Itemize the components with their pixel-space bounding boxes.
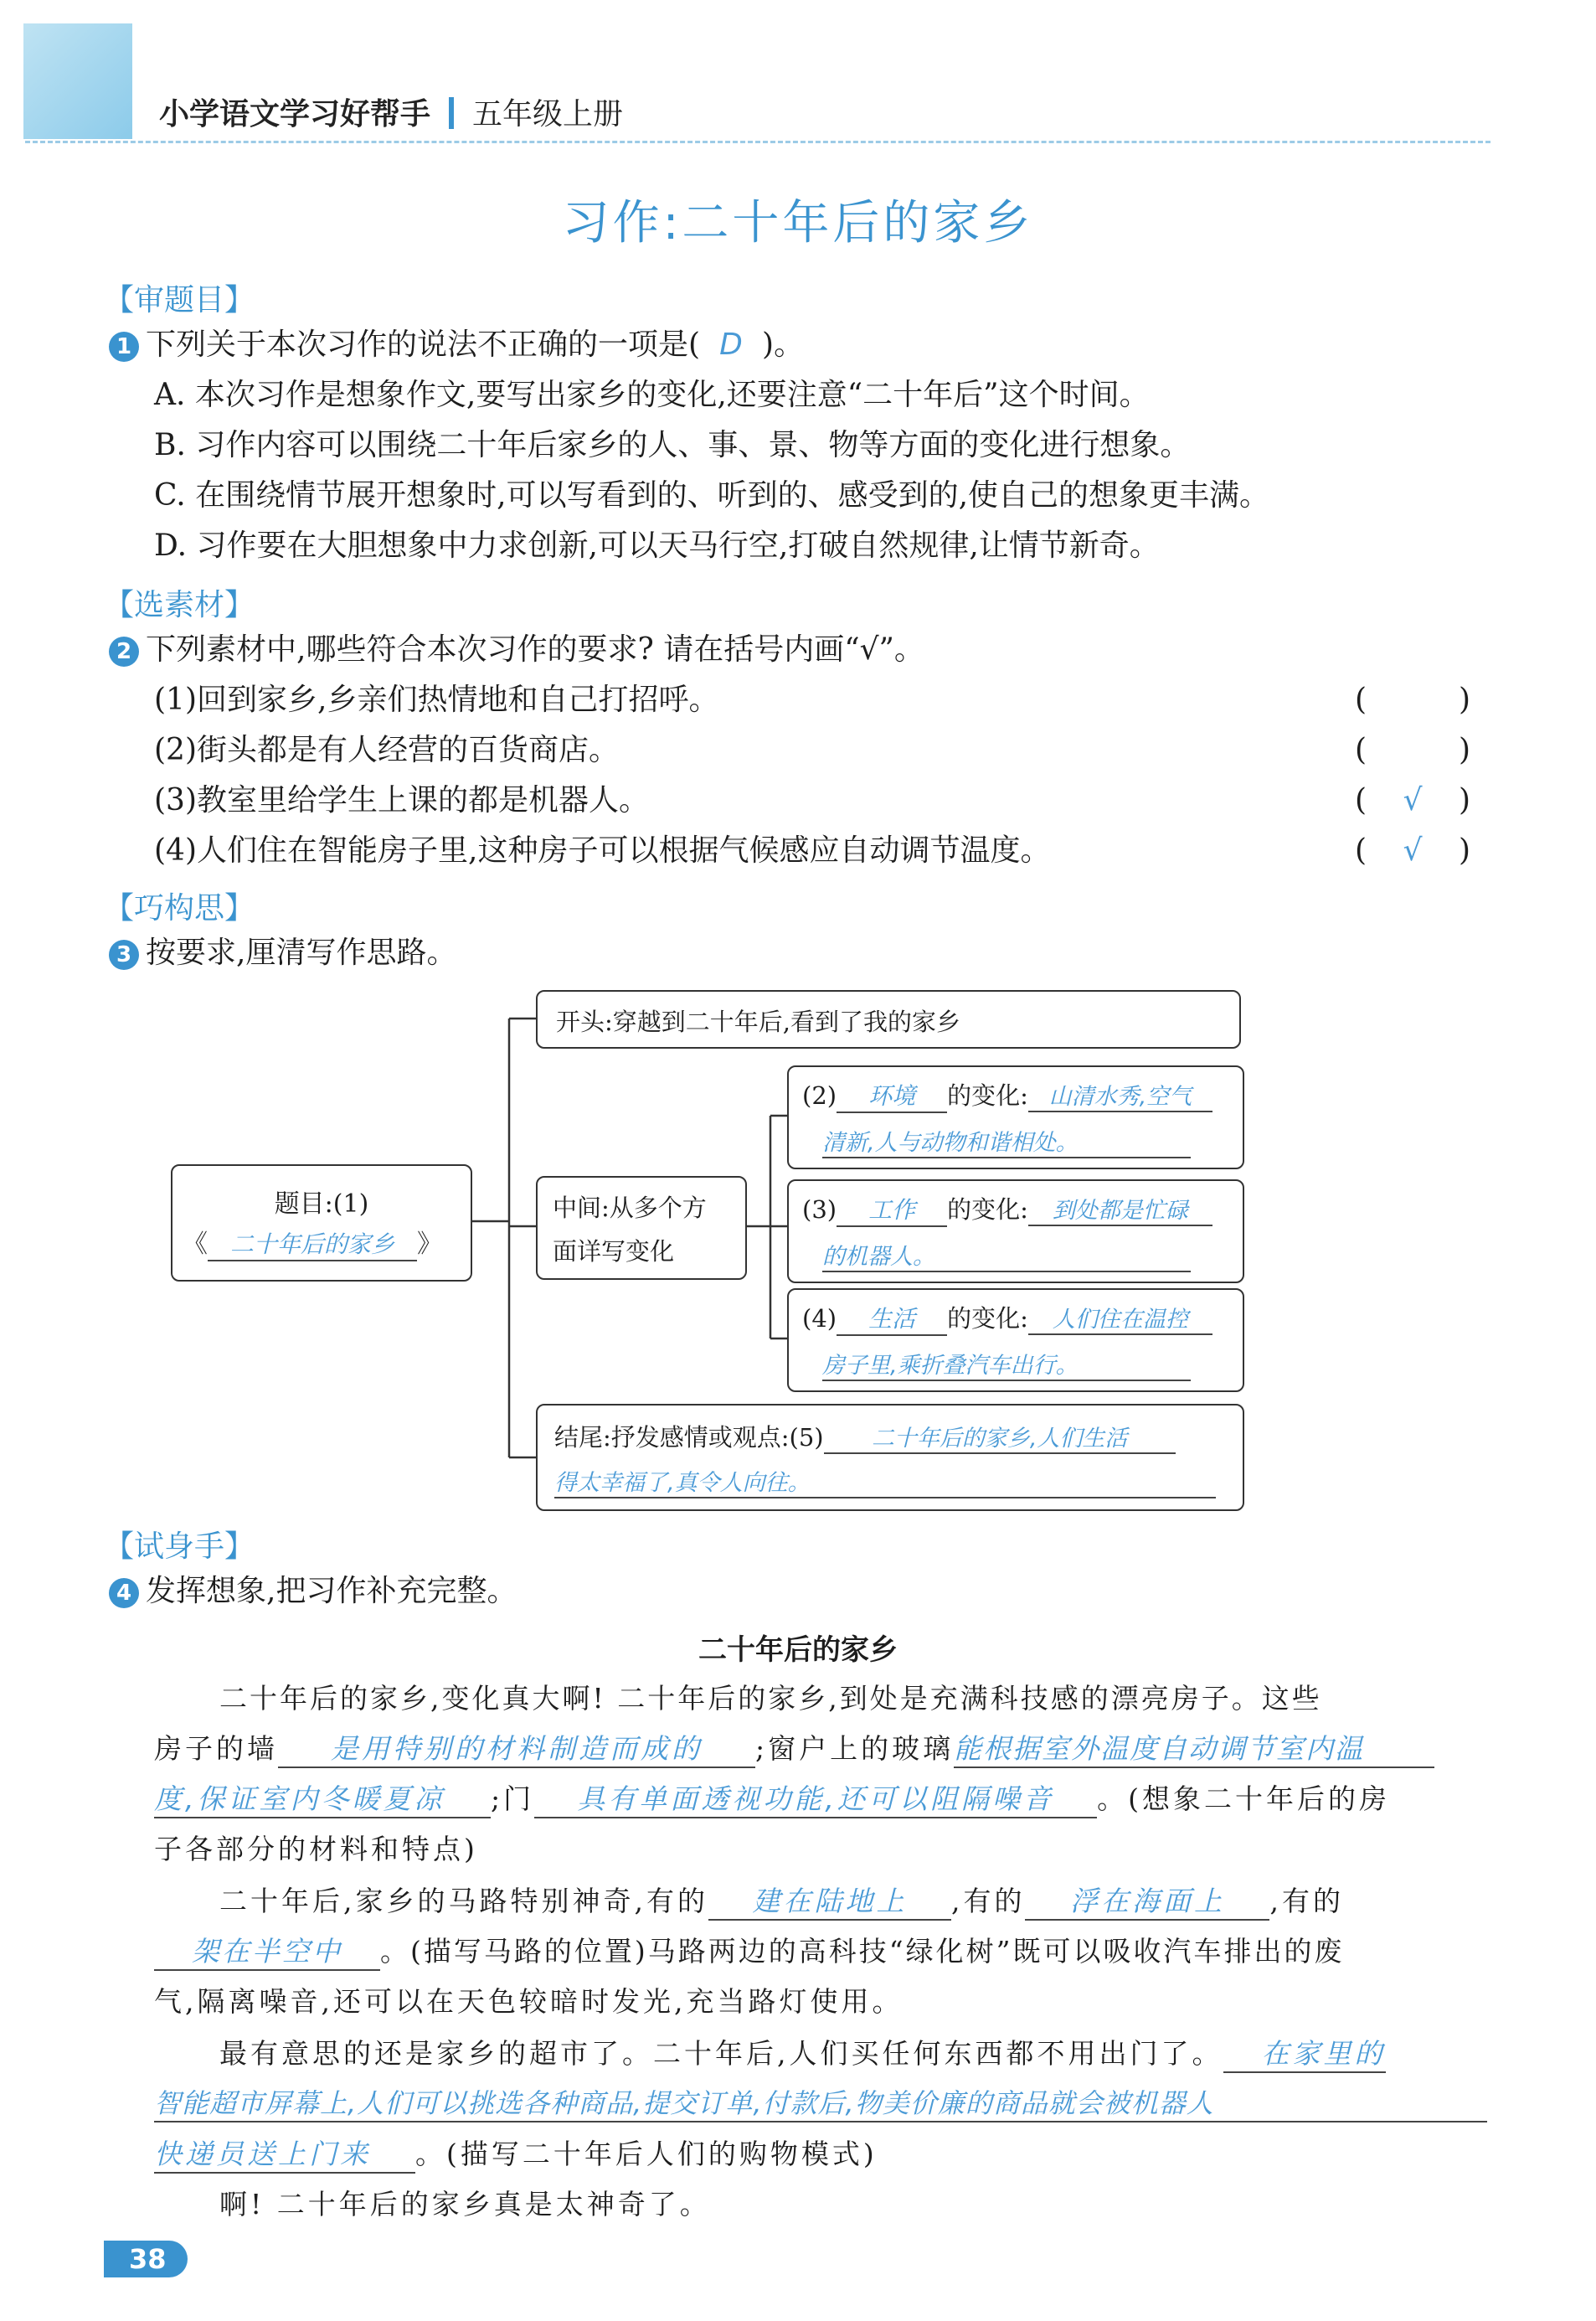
question-stem-end: )。 — [762, 328, 805, 362]
essay-answer-shop-2[interactable]: 智能超市屏幕上,人们可以挑选各种商品,提交订单,付款后,物美价廉的商品就会被机器人 — [154, 2082, 1487, 2122]
material-item-2: (2)街头都是有人经营的百货商店。 — [154, 733, 619, 767]
opening-text: 开头:穿越到二十年后,看到了我的家乡 — [556, 1008, 960, 1036]
check-slot-3[interactable]: ( √ ) — [1355, 781, 1470, 821]
question-stem: 按要求,厘清写作思路。 — [146, 936, 457, 970]
branch-line-2 — [822, 1124, 1191, 1158]
essay-answer-road-2[interactable]: 浮在海面上 — [1025, 1880, 1269, 1921]
question-stem: 下列素材中,哪些符合本次习作的要求? 请在括号内画“√”。 — [146, 632, 924, 667]
essay-answer-door[interactable]: 具有单面透视功能,还可以阻隔噪音 — [534, 1777, 1097, 1818]
material-item-3: (3)教室里给学生上课的都是机器人。 — [154, 783, 649, 818]
ending-answer-1[interactable]: 二十年后的家乡,人们生活 — [824, 1420, 1176, 1454]
branch-answer-1[interactable]: 人们住在温控 — [1028, 1301, 1212, 1335]
option-a: A. 本次习作是想象作文,要写出家乡的变化,还要注意“二十年后”这个时间。 — [154, 378, 1150, 412]
branch-line-2 — [822, 1347, 1191, 1381]
essay-title: 二十年后的家乡 — [698, 1633, 898, 1667]
branch-topic[interactable]: 工作 — [837, 1192, 947, 1227]
check-mark: √ — [1403, 833, 1423, 868]
section-heading-3: 【巧构思】 — [104, 891, 255, 926]
question-stem: 发挥想象,把习作补充完整。 — [146, 1574, 517, 1608]
essay-p1-line1: 二十年后的家乡,变化真大啊! 二十年后的家乡,到处是充满科技感的漂亮房子。这些 — [219, 1682, 1322, 1715]
essay-p1-line4: 子各部分的材料和特点) — [154, 1833, 478, 1865]
branch-line-1: (4) 生活 的变化: 人们住在温控 — [802, 1300, 1212, 1336]
question-number: 1 — [109, 332, 139, 362]
answer-d[interactable]: D — [719, 328, 743, 362]
essay-p2-line2: 架在半空中 。(描写马路的位置)马路两边的高科技“绿化树”既可以吸收汽车排出的废 — [154, 1930, 1345, 1971]
ending-line-2 — [554, 1464, 1216, 1498]
book-title: 小学语文学习好帮手 — [159, 97, 431, 132]
check-slot-4[interactable]: ( √ ) — [1355, 831, 1470, 871]
branch-topic[interactable]: 环境 — [837, 1078, 947, 1113]
mindmap-middle — [536, 1176, 747, 1280]
branch-answer-2[interactable]: 清新,人与动物和谐相处。 — [822, 1124, 1191, 1158]
option-c: C. 在围绕情节展开想象时,可以写看到的、听到的、感受到的,使自己的想象更丰满。 — [154, 478, 1270, 513]
branch-line-1: (3) 工作 的变化: 到处都是忙碌 — [802, 1191, 1212, 1227]
option-d: D. 习作要在大胆想象中力求创新,可以天马行空,打破自然规律,让情节新奇。 — [154, 529, 1160, 563]
page-number: 38 — [104, 2241, 188, 2277]
essay-p3-line1: 最有意思的还是家乡的超市了。二十年后,人们买任何东西都不用出门了。 在家里的 — [219, 2032, 1386, 2073]
essay-p3-line2 — [154, 2082, 1487, 2122]
branch-topic[interactable]: 生活 — [837, 1301, 947, 1336]
mindmap-opening — [536, 990, 1241, 1049]
essay-answer-wall[interactable]: 是用特别的材料制造而成的 — [278, 1727, 755, 1768]
branch-line-2 — [822, 1238, 1191, 1272]
branch-answer-1[interactable]: 山清水秀,空气 — [1028, 1078, 1212, 1112]
essay-p2-line3: 气,隔离噪音,还可以在天色较暗时发光,充当路灯使用。 — [154, 1985, 904, 2018]
section-heading-2: 【选素材】 — [104, 588, 255, 622]
root-answer-line: 《 二十年后的家乡 》 — [183, 1223, 442, 1261]
check-slot-1[interactable]: ( ) — [1355, 683, 1471, 717]
essay-answer-road-3[interactable]: 架在半空中 — [154, 1930, 380, 1971]
branch-answer-2[interactable]: 的机器人。 — [822, 1238, 1191, 1272]
page-title: 习作:二十年后的家乡 — [562, 196, 1034, 250]
ending-answer-2[interactable]: 得太幸福了,真令人向往。 — [554, 1464, 1216, 1498]
root-answer[interactable]: 二十年后的家乡 — [208, 1226, 417, 1261]
essay-answer-shop-3[interactable]: 快递员送上门来 — [154, 2133, 415, 2174]
branch-answer-1[interactable]: 到处都是忙碌 — [1028, 1192, 1212, 1226]
essay-p4: 啊! 二十年后的家乡真是太神奇了。 — [219, 2188, 711, 2220]
section-heading-4: 【试身手】 — [104, 1529, 255, 1564]
branch-line-1: (2) 环境 的变化: 山清水秀,空气 — [802, 1077, 1212, 1113]
essay-answer-glass-2[interactable]: 度,保证室内冬暖夏凉 — [154, 1777, 491, 1818]
question-number: 2 — [109, 637, 139, 667]
essay-p1-line2: 房子的墙 是用特别的材料制造而成的 ;窗户上的玻璃能根据室外温度自动调节室内温 — [154, 1727, 1434, 1768]
mindmap-root — [171, 1164, 472, 1282]
check-mark: √ — [1403, 783, 1423, 818]
essay-answer-shop-1[interactable]: 在家里的 — [1223, 2032, 1386, 2073]
mindmap-branch-life — [787, 1288, 1244, 1392]
question-stem: 下列关于本次习作的说法不正确的一项是( — [146, 328, 701, 362]
root-label: 题目:(1) — [274, 1189, 369, 1219]
essay-answer-glass-1[interactable]: 能根据室外温度自动调节室内温 — [954, 1727, 1434, 1768]
essay-answer-road-1[interactable]: 建在陆地上 — [708, 1880, 951, 1921]
essay-p2-line1: 二十年后,家乡的马路特别神奇,有的 建在陆地上 ,有的 浮在海面上 ,有的 — [219, 1880, 1344, 1921]
ending-line-1: 结尾:抒发感情或观点:(5) 二十年后的家乡,人们生活 — [554, 1419, 1176, 1454]
mindmap-branch-work — [787, 1179, 1244, 1283]
material-item-4: (4)人们住在智能房子里,这种房子可以根据气候感应自动调节温度。 — [154, 833, 1051, 868]
check-slot-2[interactable]: ( ) — [1355, 733, 1471, 767]
mindmap-branch-environment — [787, 1065, 1244, 1169]
question-number: 3 — [109, 940, 139, 970]
grade-label: 五年级上册 — [472, 97, 624, 132]
middle-text-2: 面详写变化 — [553, 1237, 675, 1266]
essay-p3-line3: 快递员送上门来 。(描写二十年后人们的购物模式) — [154, 2133, 878, 2174]
mindmap-ending — [536, 1404, 1244, 1511]
essay-p1-line3: 度,保证室内冬暖夏凉 ;门 具有单面透视功能,还可以阻隔噪音 。(想象二十年后的房 — [154, 1777, 1390, 1818]
question-number: 4 — [109, 1578, 139, 1608]
question-4 — [109, 1571, 517, 1612]
option-b: B. 习作内容可以围绕二十年后家乡的人、事、景、物等方面的变化进行想象。 — [154, 428, 1191, 462]
section-heading-1: 【审题目】 — [104, 283, 255, 317]
middle-text-1: 中间:从多个方 — [553, 1194, 707, 1222]
branch-answer-2[interactable]: 房子里,乘折叠汽车出行。 — [822, 1347, 1191, 1381]
material-item-1: (1)回到家乡,乡亲们热情地和自己打招呼。 — [154, 683, 719, 717]
